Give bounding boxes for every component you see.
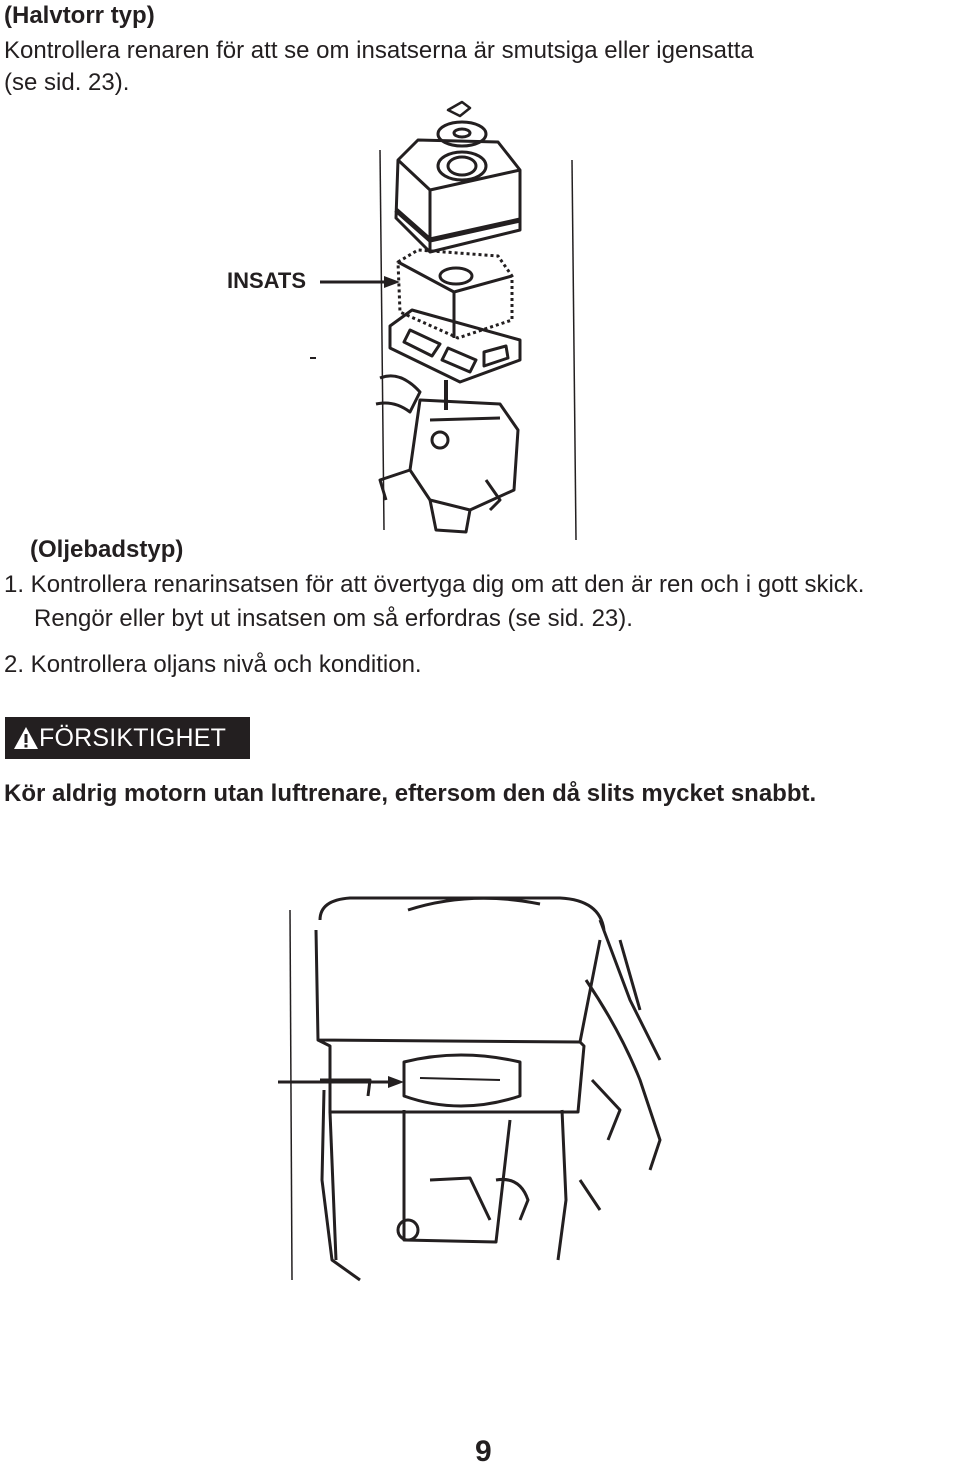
air-cleaner-exploded-illustration: [0, 0, 960, 560]
caution-text: Kör aldrig motorn utan luftrenare, eftersom den då slits mycket snabbt.: [4, 780, 817, 807]
caution-badge: [5, 717, 250, 759]
warning-triangle-icon: [13, 726, 39, 750]
caution-label: FÖRSIKTIGHET: [39, 723, 227, 752]
paragraph-line: Kontrollera renaren för att se om insatserna är smutsiga eller igensatta: [4, 37, 754, 64]
oil-bath-air-cleaner-illustration: [0, 880, 960, 1300]
paragraph-line: (se sid. 23).: [4, 69, 130, 96]
list-item: 2. Kontrollera oljans nivå och kondition.: [4, 651, 422, 678]
list-item: 1. Kontrollera renarinsatsen för att övertyga dig om att den är ren och i gott skick.: [4, 571, 865, 598]
heading-semi-dry: (Halvtorr typ): [4, 2, 155, 29]
list-item-continuation: Rengör eller byt ut insatsen om så erfordras (se sid. 23).: [34, 605, 633, 632]
insats-label: INSATS: [227, 268, 307, 293]
page-number: 9: [475, 1435, 492, 1468]
heading-oil-bath: (Oljebadstyp): [30, 536, 184, 563]
